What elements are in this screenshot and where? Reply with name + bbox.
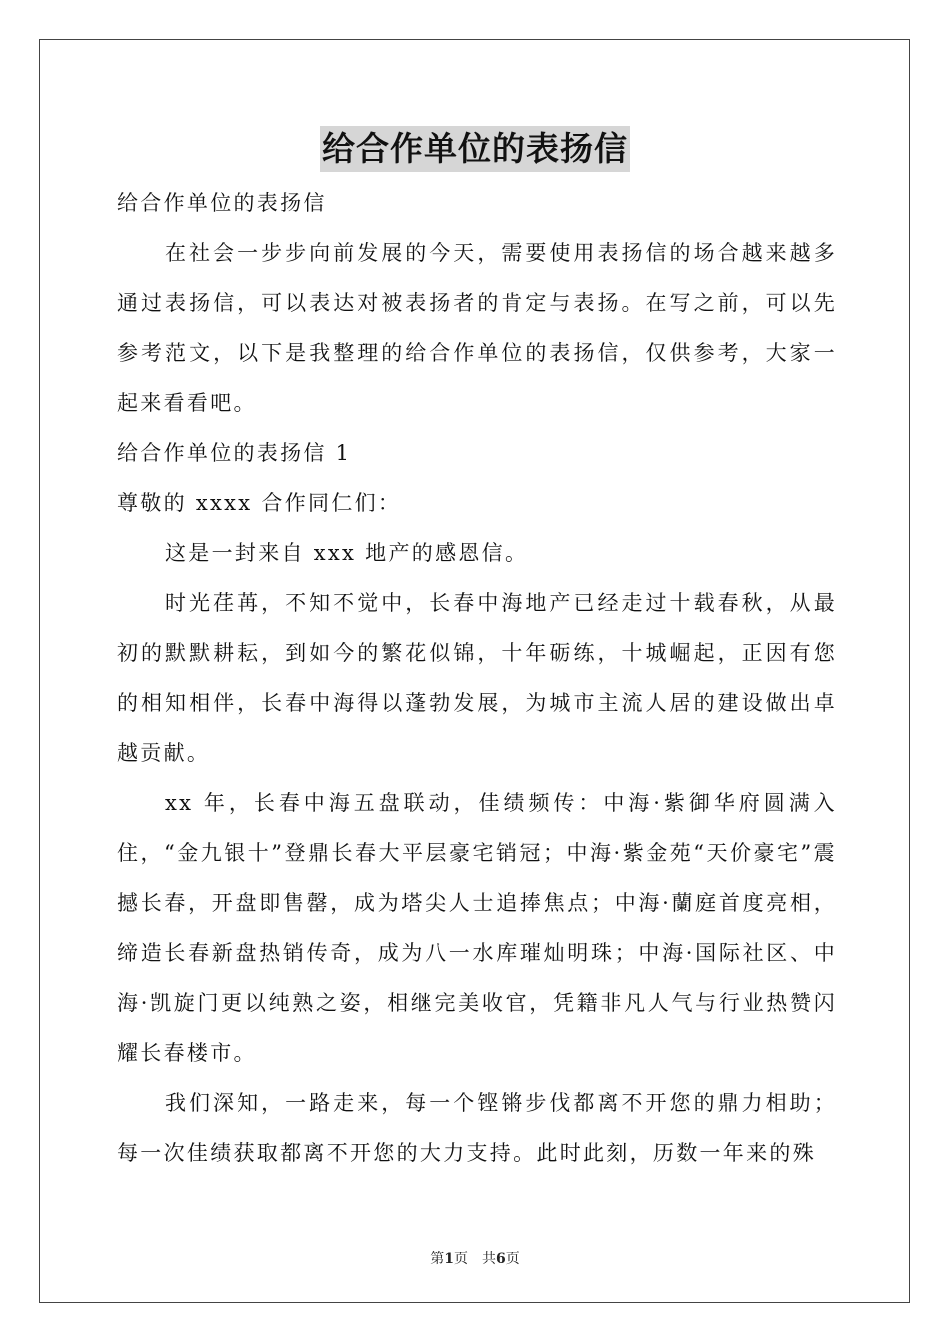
section-heading: 给合作单位的表扬信 1	[117, 441, 352, 465]
footer-mid: 页 共	[454, 1251, 496, 1267]
body-paragraph: 时光荏苒，不知不觉中，长春中海地产已经走过十载春秋，从最初的默默耕耘，到如今的繁花似锦，十年砺练，十城崛起，正因有您的相知相伴，长春中海得以蓬勃发展，为城市主流人居的建设做出卓越贡献。	[117, 591, 837, 765]
document-title: 给合作单位的表扬信	[320, 126, 630, 172]
intro-paragraph: 在社会一步步向前发展的今天，需要使用表扬信的场合越来越多通过表扬信，可以表达对被表扬者的肯定与表扬。在写之前，可以先参考范文，以下是我整理的给合作单位的表扬信，仅供参考，大家一起来看看吧。	[117, 241, 837, 415]
page-footer	[0, 1248, 950, 1268]
total-page-number: 6	[496, 1251, 506, 1267]
footer-prefix: 第	[430, 1251, 445, 1267]
body-paragraph: 这是一封来自 xxx 地产的感恩信。	[165, 541, 529, 565]
body-paragraph: xx 年，长春中海五盘联动，佳绩频传：中海·紫御华府圆满入住，“金九银十”登鼎长春大平层豪宅销冠；中海·紫金苑“天价豪宅”震撼长春，开盘即售罄，成为塔尖人士追捧焦点；中海·蘭庭首度亮相，缔造长春新盘热销传奇，成为八一水库璀灿明珠；中海·国际社区、中海·凯旋门更以纯熟之姿，相继完美收官，凭籍非凡人气与行业热赞闪耀长春楼市。	[117, 791, 837, 1065]
salutation: 尊敬的 xxxx 合作同仁们：	[117, 491, 402, 515]
subtitle-line: 给合作单位的表扬信	[117, 191, 327, 215]
body-paragraph: 我们深知，一路走来，每一个铿锵步伐都离不开您的鼎力相助；每一次佳绩获取都离不开您的大力支持。此时此刻，历数一年来的殊	[117, 1091, 837, 1165]
current-page-number: 1	[444, 1251, 454, 1267]
document-body	[117, 178, 837, 1178]
footer-suffix: 页	[505, 1251, 520, 1267]
title-container	[0, 126, 950, 172]
